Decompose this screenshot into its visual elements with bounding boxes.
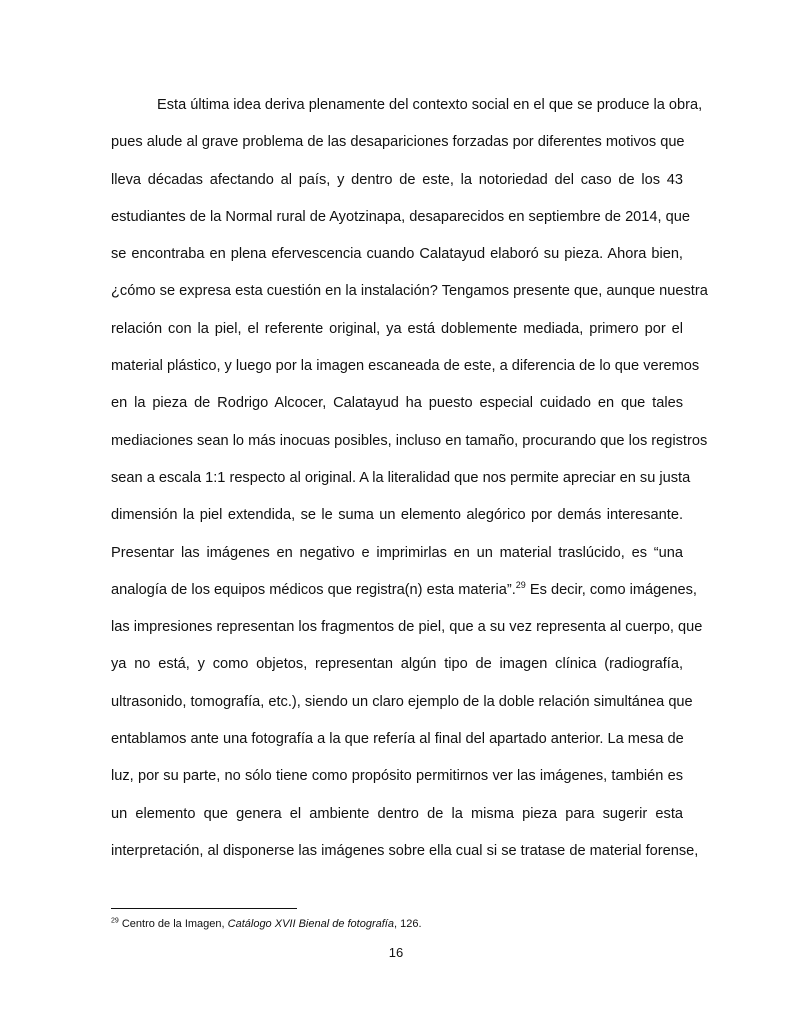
page-number: 16: [388, 945, 404, 960]
paragraph-line: las impresiones representan los fragmentos de piel, que a su vez representa al cuerpo, que: [111, 619, 703, 636]
footnote: [111, 917, 422, 931]
paragraph-line: relación con la piel, el referente original, ya está doblemente mediada, primero por el: [111, 320, 683, 337]
paragraph-line: en la pieza de Rodrigo Alcocer, Calatayud ha puesto especial cuidado en que tales: [111, 395, 683, 412]
footnote-pages: , 126.: [393, 918, 422, 930]
footnote-separator: [111, 908, 297, 909]
paragraph-line: dimensión la piel extendida, se le suma un elemento alegórico por demás interesante.: [111, 507, 683, 524]
paragraph-line: sean a escala 1:1 respecto al original. A la literalidad que nos permite apreciar en su justa: [111, 469, 691, 486]
paragraph-line: se encontraba en plena efervescencia cuando Calatayud elaboró su pieza. Ahora bien,: [111, 246, 683, 263]
body-paragraph: [111, 87, 708, 870]
paragraph-line: Esta última idea deriva plenamente del contexto social en el que se produce la obra,: [157, 97, 703, 113]
paragraph-line: interpretación, al disponerse las imágenes sobre ella cual si se tratase de material forense,: [111, 842, 699, 859]
paragraph-line: Presentar las imágenes en negativo e imprimirlas en un material traslúcido, es “una: [111, 544, 683, 561]
line-text-before-ref: analogía de los equipos médicos que registra(n) esta materia”.: [111, 581, 516, 598]
paragraph-line: lleva décadas afectando al país, y dentro de este, la notoriedad del caso de los 43: [111, 171, 683, 188]
line-text-after-ref: Es decir, como imágenes,: [525, 581, 697, 598]
footnote-reference[interactable]: 29: [515, 580, 526, 590]
paragraph-line: un elemento que genera el ambiente dentro de la misma pieza para sugerir esta: [111, 805, 683, 822]
paragraph-line: estudiantes de la Normal rural de Ayotzinapa, desaparecidos en septiembre de 2014, que: [111, 208, 690, 225]
paragraph-line: entablamos ante una fotografía a la que refería al final del apartado anterior. La mesa de: [111, 731, 684, 748]
paragraph-line: ultrasonido, tomografía, etc.), siendo un claro ejemplo de la doble relación simultánea que: [111, 693, 693, 710]
paragraph-line: pues alude al grave problema de las desapariciones forzadas por diferentes motivos que: [111, 134, 685, 151]
paragraph-line: ¿cómo se expresa esta cuestión en la instalación? Tengamos presente que, aunque nuestra: [111, 283, 708, 300]
paragraph-line: mediaciones sean lo más inocuas posibles, incluso en tamaño, procurando que los registros: [111, 432, 708, 449]
paragraph-line-with-footnote-ref: [111, 572, 697, 609]
paragraph-line: ya no está, y como objetos, representan algún tipo de imagen clínica (radiografía,: [111, 656, 683, 673]
paragraph-line: material plástico, y luego por la imagen escaneada de este, a diferencia de lo que veremos: [111, 358, 700, 375]
paragraph-line: luz, por su parte, no sólo tiene como propósito permitirnos ver las imágenes, también es: [111, 768, 683, 785]
footnote-number: 29: [111, 917, 119, 925]
footnote-author: Centro de la Imagen,: [118, 918, 228, 930]
footnote-title: Catálogo XVII Bienal de fotografía: [227, 918, 394, 930]
